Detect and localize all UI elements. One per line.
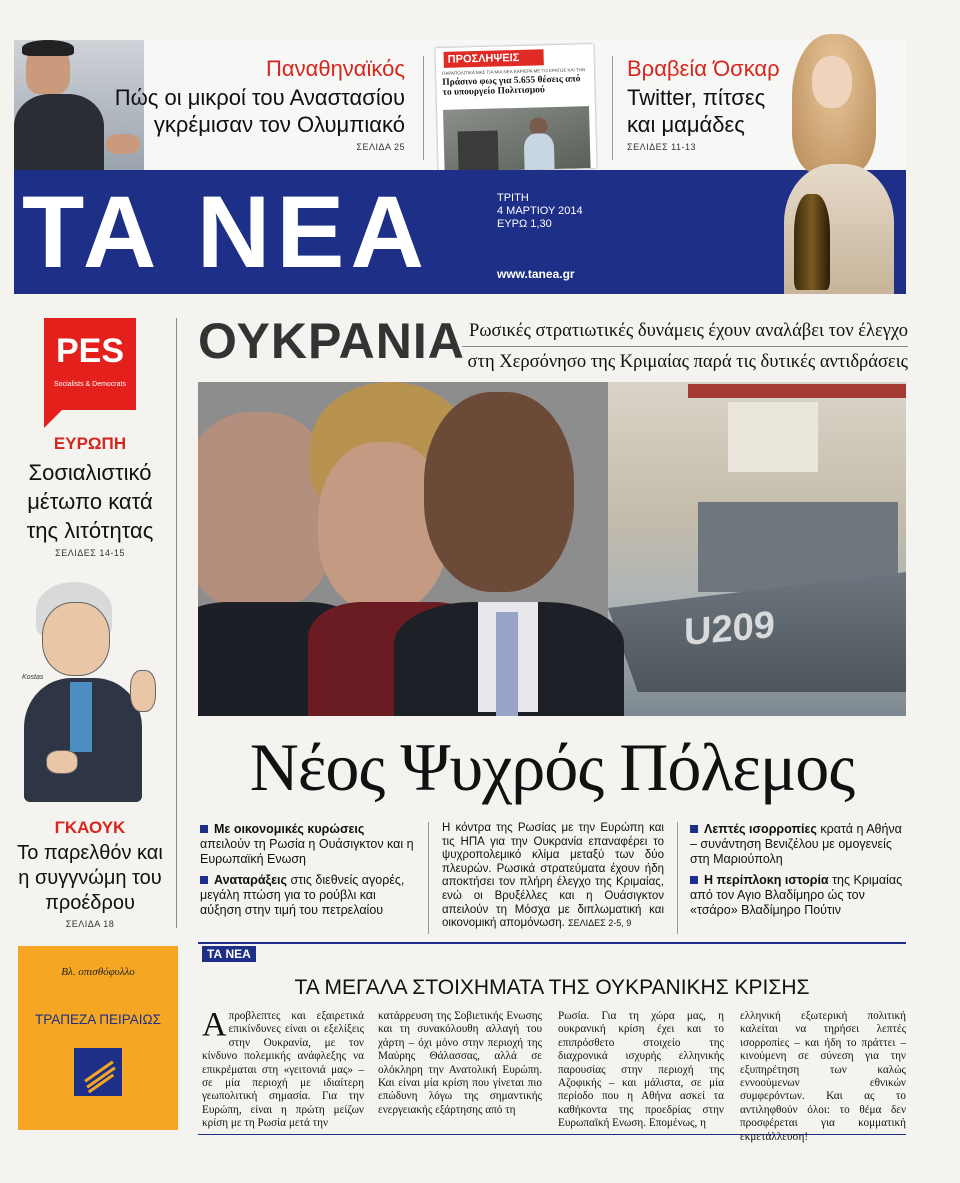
editorial-tag: ΤΑ ΝΕΑ: [202, 946, 256, 962]
teaser-title: Πώς οι μικροί του Αναστασίου γκρέμισαν τον Ολυμπιακό: [114, 85, 405, 137]
gauck-pages: ΣΕΛΙΔΑ 18: [65, 919, 115, 929]
bullet-icon: [690, 825, 698, 833]
pes-logo-tail: [44, 410, 62, 428]
ship-number: U209: [684, 604, 775, 654]
brief-bold: Η περίπλοκη ιστορία: [704, 873, 829, 887]
gauck-title: Το παρελθόν και η συγγνώμη του προέδρου: [17, 842, 163, 914]
issue-info: [497, 192, 583, 231]
ad-label: Βλ. οπισθόφυλλο: [61, 966, 135, 978]
left-teaser[interactable]: [100, 56, 405, 152]
leaders-photo: [198, 382, 906, 716]
editorial-col-4: [740, 1010, 906, 1144]
warship-photo: [608, 382, 906, 716]
col-text: Ρωσία. Για τη χώρα μας, η ουκρανική κρίση έχει και το επιπρόσθετο στοιχείο της διαχρονικά ισχυρής ελληνικής παρουσίας στην περιοχή της Αζοφικής – και μάλιστα, σε μία περίοδο που η Αθήνα ασκεί τα καθήκοντα της προεδρίας στην Ευρωπαϊκή Ενωση. Επομένως, η: [558, 1010, 724, 1130]
editorial-title[interactable]: ΤΑ ΜΕΓΑΛΑ ΣΤΟΙΧΗΜΑΤΑ ΤΗΣ ΟΥΚΡΑΝΙΚΗΣ ΚΡΙΣΗΣ: [294, 976, 810, 999]
europe-story[interactable]: [10, 434, 170, 558]
brief-left: [200, 822, 415, 918]
europe-pages: ΣΕΛΙΔΕΣ 14-15: [55, 548, 125, 558]
gauck-story[interactable]: [10, 818, 170, 929]
newspaper-logo[interactable]: ΤΑ ΝΕΑ: [22, 175, 431, 289]
prosliseis-badge: ΠΡΟΣΛΗΨΕΙΣ: [444, 49, 544, 68]
pes-logo-sub: Socialists & Democrats: [54, 381, 126, 388]
bullet-icon: [200, 876, 208, 884]
editorial-col-3: [558, 1010, 724, 1131]
deck-line-2: στη Χερσόνησο της Κριμαίας παρά τις δυτικές αντιδράσεις: [467, 352, 908, 372]
pes-logo[interactable]: [44, 318, 136, 410]
bank-logo-icon: [74, 1048, 122, 1096]
teaser-title: Twitter, πίτσες και μαμάδες: [627, 85, 766, 137]
lead-headline[interactable]: Νέος Ψυχρός Πόλεμος: [249, 729, 855, 805]
website-link[interactable]: www.tanea.gr: [497, 267, 575, 281]
gauck-kicker: ΓΚΑΟΥΚ: [54, 818, 126, 837]
brief-item[interactable]: [690, 822, 908, 867]
middle-teaser[interactable]: [435, 44, 596, 172]
summary-pages[interactable]: ΣΕΛΙΔΕΣ 2-5, 9: [568, 918, 632, 929]
brief-text: κρατά η Αθήνα – συνάντηση Βενιζέλου με ομογενείς στη Μαριούπολη: [690, 822, 902, 866]
cartoon-signature: Kostas: [22, 674, 44, 681]
brief-text: απειλούν τη Ρωσία η Ουάσιγκτον και η Ευρωπαϊκή Ενωση: [200, 837, 414, 866]
europe-title: Σοσιαλιστικό μέτωπο κατά της λιτότητας: [26, 460, 154, 543]
editorial-col-2: [378, 1010, 542, 1117]
dropcap: Α: [202, 1006, 227, 1043]
brief-right: [690, 822, 908, 918]
brief-text: στις διεθνείς αγορές, μεγάλη πτώση για το ρούβλι και αύξηση στην τιμή του πετρελαίου: [200, 873, 405, 917]
col-text: προβλεπτες και εξαιρετικά επικίνδυνες είναι οι εξελίξεις στην Ουκρανία, με τον κίνδυνο πολεμικής ανάφλεξης να επικρέμαται στη «γειτονιά μας» – σε μία περιοχή με ιδιαίτερη γεωπολιτική σημασία. Για την Ευρώπη, είναι η πρώτη μείζων κρίση με τη Ρωσία μετά την: [202, 1010, 364, 1130]
teaser-kicker: Βραβεία Όσκαρ: [627, 56, 780, 81]
pes-logo-text: PES: [55, 332, 125, 370]
europe-kicker: ΕΥΡΩΠΗ: [53, 434, 127, 453]
col-text: κατάρρευση της Σοβιετικής Ενωσης και τη συνακόλουθη αλλαγή του χάρτη – όχι μόνο στην περιοχή της Μαύρης Θάλασσας, αλλά σε ολόκληρη την Ανατολική Ευρώπη. Και είναι μία κρίση που γίνεται πιο επώδυνη λόγω της σημαντικής ενεργειακής εξάρτησης από τη: [378, 1010, 542, 1116]
brief-item[interactable]: [690, 873, 908, 918]
brief-item[interactable]: [200, 873, 415, 918]
teaser-kicker: Παναθηναϊκός: [266, 56, 405, 81]
brief-item[interactable]: [200, 822, 415, 867]
divider: [428, 822, 429, 934]
museum-worker-photo: [443, 106, 591, 172]
divider: [677, 822, 678, 934]
issue-day: ΤΡΙΤΗ: [497, 192, 529, 204]
issue-price: ΕΥΡΩ 1,30: [497, 218, 552, 230]
teaser-pages: ΣΕΛΙΔΕΣ 11-13: [627, 142, 697, 152]
bank-name: ΤΡΑΠΕΖΑ ΠΕΙΡΑΙΩΣ: [35, 1012, 161, 1027]
lead-summary: [442, 822, 664, 931]
lead-kicker[interactable]: ΟΥΚΡΑΝΙΑ: [198, 313, 465, 369]
brief-text: της Κριμαίας από τον Αγιο Βλαδίμηρο ώς τον «τσάρο» Βλαδίμηρο Πούτιν: [690, 873, 903, 917]
gauck-cartoon: [18, 582, 173, 807]
actress-oscar-photo: [756, 34, 906, 294]
bullet-icon: [690, 876, 698, 884]
lead-deck: [462, 316, 908, 377]
deck-line-1: Ρωσικές στρατιωτικές δυνάμεις έχουν αναλάβει τον έλεγχο: [462, 316, 908, 347]
brief-bold: Αναταράξεις: [214, 873, 288, 887]
editorial-col-1: [202, 1006, 364, 1131]
oscar-statuette: [794, 194, 830, 290]
col-text: ελληνική εξωτερική πολιτική καλείται να τηρήσει λεπτές ισορροπίες – και ήδη το πράττει – κινούμενη σε σύνεση για την εξυπηρέτηση των καλώς εννοούμενων εθνικών συμφερόντων. Και ας το αντιληφθούν όλοι: το θέμα δεν προσφέρεται για κομματική εκμετάλλευση!: [740, 1010, 906, 1143]
left-column-divider: [176, 318, 177, 928]
editorial-columns: [202, 1006, 906, 1143]
teaser-pages: ΣΕΛΙΔΑ 25: [356, 142, 405, 152]
bullet-icon: [200, 825, 208, 833]
clipping-headline: Πράσινο φως για 5.655 θέσεις από το υπουργείο Πολιτισμού: [442, 74, 581, 98]
piraeus-bank-ad[interactable]: [18, 946, 178, 1130]
divider: [612, 56, 613, 160]
issue-date: 4 ΜΑΡΤΙΟΥ 2014: [497, 205, 583, 217]
summary-text: Η κόντρα της Ρωσίας με την Ευρώπη και τις ΗΠΑ για την Ουκρανία επαναφέρει το ψυχροπολεμικό κλίμα μεταξύ των δύο πλευρών. Ρωσικά στρατεύματα έχουν ήδη αποκτήσει τον πλήρη έλεγχο της Κριμαίας, ενώ οι Βρυξέλλες και η Ουάσιγκτον απειλούν τη Μόσχα με διπλωματική και οικονομική απομόνωση.: [442, 822, 664, 930]
divider: [423, 56, 424, 160]
brief-bold: Με οικονομικές κυρώσεις: [214, 822, 365, 836]
clipping-small-line: ΠΑΡΑΠΟΛΙΤΙΚΑ ΜΑΣ ΓΙΑ ΜΙΑ ΝΕΑ ΚΑΡΙΕΡΑ ΜΕ ΤΟ ΚΡΑΤΟΣ ΚΑΙ ΤΗΝ: [442, 67, 586, 76]
brief-bold: Λεπτές ισορροπίες: [704, 822, 817, 836]
